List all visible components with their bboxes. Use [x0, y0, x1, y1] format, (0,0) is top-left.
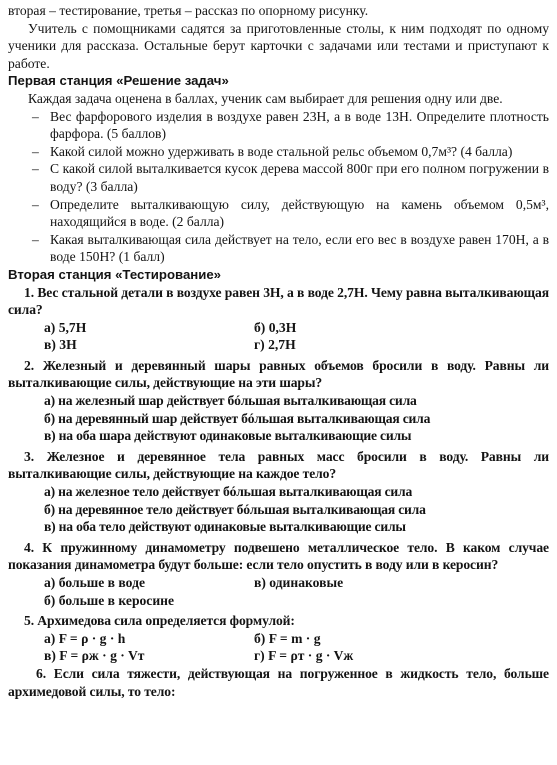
- option: в) на оба тело действуют одинаковые выталкивающие силы: [44, 519, 406, 535]
- question-2: 2. Железный и деревянный шары равных объемов бросили в воду. Равны ли выталкивающие силы, действующие на эти шары?: [8, 357, 549, 391]
- option: б) на деревянное тело действует бóльшая выталкивающая сила: [44, 501, 426, 517]
- question-1: 1. Вес стальной детали в воздухе равен 3Н, а в воде 2,7Н. Чему равна выталкивающая сила?: [8, 284, 549, 318]
- options-grid: [8, 630, 549, 665]
- option: б) 0,3Н: [254, 319, 297, 335]
- intro-line: вторая – тестирование, третья – рассказ по опорному рисунку.: [8, 3, 369, 18]
- task-item: – Какой силой можно удерживать в воде стальной рельс объемом 0,7м³? (4 балла): [32, 143, 513, 159]
- question-3: 3. Железное и деревянное тела равных масс бросили в воду. Равны ли выталкивающие силы, действующие на каждое тело?: [8, 448, 549, 482]
- question-6: 6. Если сила тяжести, действующая на погруженное в жидкость тело, больше архимедовой силы, то тело:: [8, 665, 549, 699]
- option: а) на железный шар действует бóльшая выталкивающая сила: [44, 393, 417, 409]
- option: г) F = ρт · g · Vж: [254, 648, 354, 664]
- option: а) больше в воде: [44, 575, 145, 590]
- station1-intro: Каждая задача оценена в баллах, ученик сам выбирает для решения одну или две.: [28, 90, 503, 106]
- task-item: – Какая выталкивающая сила действует на тело, если его вес в воздухе равен 170Н, а в воде 150Н? (1 балл): [32, 231, 549, 265]
- option: в) 3Н: [44, 337, 77, 353]
- intro-paragraph: Учитель с помощниками садятся за приготовленные столы, к ним подходят по одному ученики для рассказа. Остальные берут карточки с задачами или тестами и приступают к работе.: [8, 20, 549, 71]
- question-5: 5. Архимедова сила определяется формулой:: [24, 613, 295, 629]
- task-item: – Определите выталкивающую силу, действующую на камень объемом 0,5м³, находящийся в воде. (2 балла): [32, 196, 549, 230]
- station2-heading: Вторая станция «Тестирование»: [8, 266, 222, 282]
- station1-heading: Первая станция «Решение задач»: [8, 73, 229, 89]
- options-grid: [8, 574, 549, 609]
- option: в) F = ρж · g · Vт: [44, 648, 145, 664]
- options-grid: [8, 319, 549, 354]
- option: а) 5,7Н: [44, 319, 87, 335]
- option: б) больше в керосине: [44, 592, 175, 608]
- option: в) на оба шара действуют одинаковые выталкивающие силы: [44, 428, 412, 444]
- option: в) одинаковые: [254, 575, 344, 590]
- task-item: – С какой силой выталкивается кусок дерева массой 800г при его полном погружении в воду? (3 балла): [32, 161, 549, 194]
- question-4: 4. К пружинному динамометру подвешено металлическое тело. В каком случае показания динамометра будут больше: если тело опустить в воду или в керосин?: [8, 539, 549, 573]
- option: а) на железное тело действует бóльшая выталкивающая сила: [44, 484, 413, 500]
- option: г) 2,7Н: [254, 337, 296, 353]
- option: а) F = ρ · g · h: [44, 630, 126, 646]
- option: б) на деревянный шар действует бóльшая выталкивающая сила: [44, 410, 431, 426]
- option: б) F = m · g: [254, 630, 321, 646]
- task-item: – Вес фарфорового изделия в воздухе равен 23Н, а в воде 13Н. Определите плотность фарфора. (5 баллов): [32, 108, 549, 142]
